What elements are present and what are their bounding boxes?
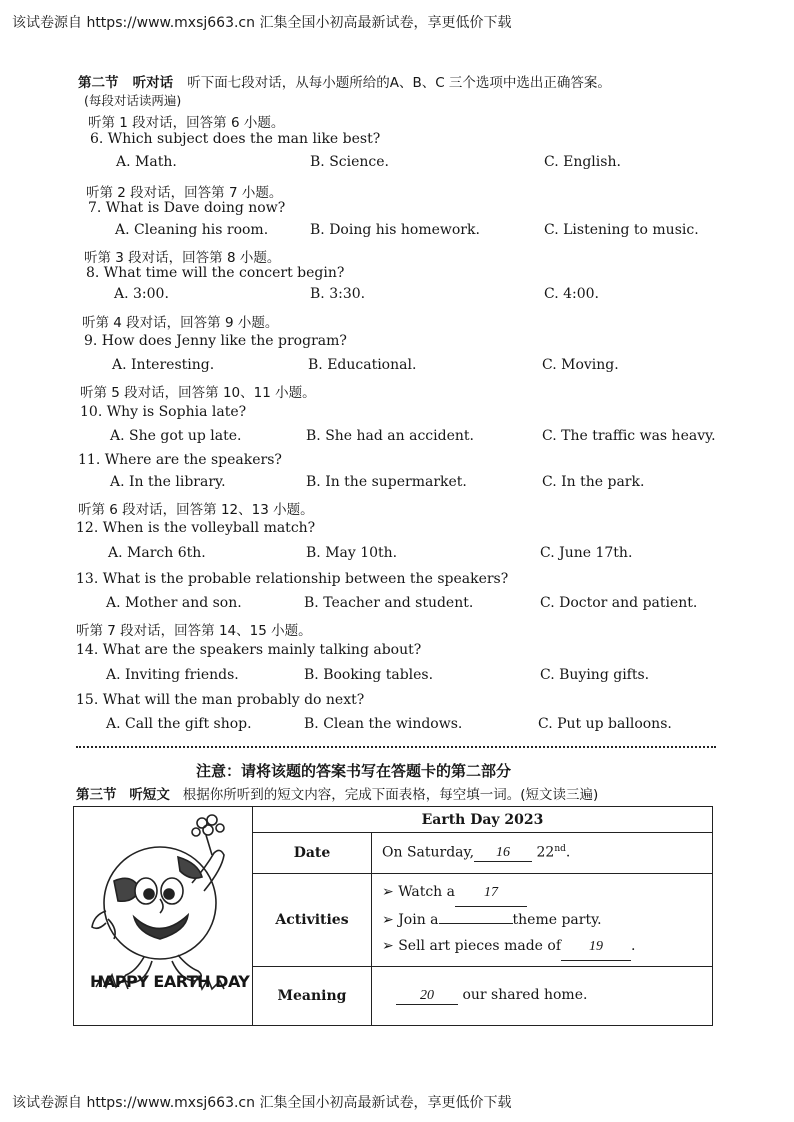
date-end: . (565, 844, 571, 861)
activity-3: ➢ Sell art pieces made of 19 . (382, 933, 712, 961)
question-text: 10. Why is Sophia late? (80, 404, 247, 420)
question-text: 8. What time will the concert begin? (86, 265, 345, 281)
section2-label: 第二节 (78, 75, 119, 91)
option-a: A. March 6th. (108, 545, 206, 561)
question-text: 9. How does Jenny like the program? (84, 333, 347, 349)
option-b: B. Clean the windows. (304, 716, 463, 732)
question-text: 15. What will the man probably do next? (76, 692, 365, 708)
option-c: C. 4:00. (544, 286, 600, 302)
option-c: C. Doctor and patient. (540, 595, 698, 611)
option-a: A. Cleaning his room. (115, 222, 269, 238)
activities-value (372, 873, 713, 966)
dialogue-header: 听第 1 段对话，回答第 6 小题。 (88, 115, 285, 131)
option-c: C. In the park. (542, 474, 645, 490)
dotted-divider (76, 746, 716, 748)
section3-label: 第三节 (76, 787, 117, 803)
answer-blank-19[interactable]: 19 (561, 934, 631, 961)
option-a: A. In the library. (110, 474, 226, 490)
dialogue-header: 听第 3 段对话，回答第 8 小题。 (84, 250, 281, 266)
option-c: C. The traffic was heavy. (542, 428, 716, 444)
dialogue-header: 听第 5 段对话，回答第 10、11 小题。 (80, 385, 316, 401)
date-suffix: nd (554, 843, 566, 854)
option-a: A. Call the gift shop. (106, 716, 252, 732)
answer-blank-17[interactable]: 17 (455, 880, 527, 907)
dialogue-header: 听第 2 段对话，回答第 7 小题。 (86, 185, 283, 201)
date-label: Date (253, 833, 372, 874)
option-c: C. English. (544, 154, 621, 170)
earth-day-table (73, 806, 713, 1026)
date-prefix: On Saturday, (382, 844, 475, 861)
question-text: 11. Where are the speakers? (78, 452, 282, 468)
dialogue-header: 听第 7 段对话，回答第 14、15 小题。 (76, 623, 312, 639)
option-b: B. Doing his homework. (310, 222, 480, 238)
question-text: 14. What are the speakers mainly talking about? (76, 642, 422, 658)
activity-2: ➢ Join a theme party. (382, 912, 602, 929)
happy-earth-day-text: HAPPY EARTH DAY (90, 972, 250, 991)
page-footer: 该试卷源自 https://www.mxsj663.cn 汇集全国小初高最新试卷，享更低价下载 (12, 1095, 512, 1111)
activity-1-text: Watch a (398, 884, 455, 901)
answer-blank-20[interactable]: 20 (396, 988, 458, 1005)
meaning-label: Meaning (253, 967, 372, 1026)
section2-instruction: 听下面七段对话，从每小题所给的A、B、C 三个选项中选出正确答案。 (187, 75, 611, 91)
option-c: C. Put up balloons. (538, 716, 672, 732)
section2-note: (每段对话读两遍) (84, 93, 182, 108)
activity-2-text: Join a (398, 912, 439, 929)
option-b: B. 3:30. (310, 286, 366, 302)
option-a: A. Mother and son. (106, 595, 242, 611)
activities-label: Activities (253, 873, 372, 966)
option-c: C. Moving. (542, 357, 619, 373)
option-b: B. In the supermarket. (306, 474, 467, 490)
activity-1: ➢ Watch a 17 (382, 879, 712, 907)
option-a: A. Math. (116, 154, 177, 170)
option-a: A. She got up late. (110, 428, 242, 444)
option-b: B. Science. (310, 154, 389, 170)
option-b: B. May 10th. (306, 545, 398, 561)
option-c: C. Listening to music. (544, 222, 699, 238)
question-text: 12. When is the volleyball match? (76, 520, 316, 536)
activity-3-end: . (631, 938, 636, 955)
question-text: 6. Which subject does the man like best? (90, 131, 381, 147)
section3-title (76, 783, 598, 803)
section3-instruction: 根据你所听到的短文内容，完成下面表格，每空填一词。(短文读三遍) (182, 787, 599, 803)
option-a: A. 3:00. (114, 286, 169, 302)
option-a: A. Interesting. (112, 357, 215, 373)
option-c: C. Buying gifts. (540, 667, 650, 683)
earth-day-image-cell (74, 807, 253, 1026)
date-value (372, 833, 713, 874)
page-header: 该试卷源自 https://www.mxsj663.cn 汇集全国小初高最新试卷，享更低价下载 (12, 15, 512, 31)
meaning-text: our shared home. (462, 987, 588, 1004)
activity-2-suffix: theme party. (512, 912, 602, 929)
option-b: B. Booking tables. (304, 667, 434, 683)
meaning-value (372, 967, 713, 1026)
option-b: B. Teacher and student. (304, 595, 474, 611)
option-a: A. Inviting friends. (106, 667, 239, 683)
section2-name: 听对话 (132, 75, 174, 91)
answer-blank-18[interactable] (439, 923, 513, 924)
activity-3-text: Sell art pieces made of (398, 938, 561, 955)
option-b: B. She had an accident. (306, 428, 474, 444)
question-text: 13. What is the probable relationship between the speakers? (76, 571, 509, 587)
option-b: B. Educational. (308, 357, 417, 373)
dialogue-header: 听第 6 段对话，回答第 12、13 小题。 (78, 502, 314, 518)
question-text: 7. What is Dave doing now? (88, 200, 286, 216)
answer-card-warning: 注意：请将该题的答案书写在答题卡的第二部分 (196, 762, 512, 780)
dialogue-header: 听第 4 段对话，回答第 9 小题。 (82, 315, 279, 331)
section3-name: 听短文 (129, 787, 170, 803)
section2-title (78, 71, 611, 91)
answer-blank-16[interactable]: 16 (474, 845, 532, 862)
date-day: 22 (536, 844, 555, 861)
table-caption: Earth Day 2023 (253, 807, 713, 833)
option-c: C. June 17th. (540, 545, 633, 561)
